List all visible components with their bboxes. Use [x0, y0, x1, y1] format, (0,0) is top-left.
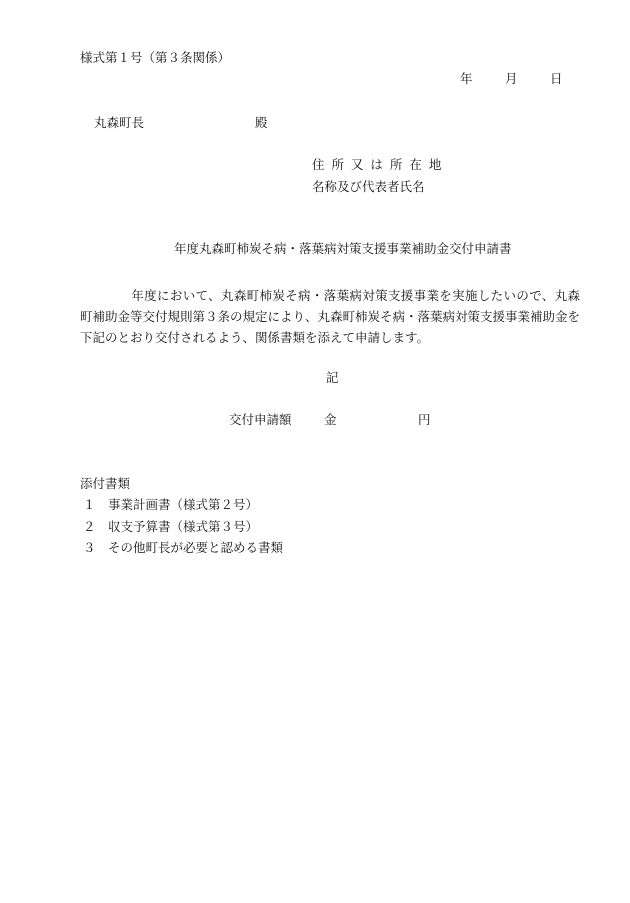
- amount-line: [229, 414, 431, 427]
- document-title: 年度丸森町柿炭そ病・落葉病対策支援事業補助金交付申請書: [174, 241, 512, 256]
- addressee-honorific: 殿: [255, 115, 268, 130]
- date-year: 年: [460, 71, 473, 86]
- addressee-name: 丸森町長: [94, 115, 145, 130]
- body-paragraph: [80, 285, 580, 348]
- attachments-heading: 添付書類: [80, 476, 131, 491]
- attachment-item: [80, 542, 283, 564]
- amount-yen: 円: [418, 412, 431, 427]
- applicant-name-label: 名称及び代表者氏名: [312, 179, 425, 194]
- date-day: 日: [550, 71, 563, 86]
- attachment-text: 事業計画書（様式第２号）: [108, 497, 259, 512]
- amount-label: 交付申請額: [229, 412, 292, 427]
- amount-kin: 金: [324, 412, 337, 427]
- form-number: 様式第１号（第３条関係）: [80, 50, 231, 65]
- attachment-number: ２: [83, 518, 96, 534]
- ki-heading: 記: [326, 370, 339, 385]
- attachment-item: [80, 518, 283, 543]
- body-text: 年度において、丸森町柿炭そ病・落葉病対策支援事業を実施したいので、丸森町補助金等交付規則第３条の規定により、丸森町柿炭そ病・落葉病対策支援事業補助金を下記のとおり交付されるよう、関係書類を添えて申請します。: [80, 288, 581, 345]
- attachment-number: ３: [83, 540, 96, 555]
- attachment-number: １: [83, 497, 96, 512]
- date-line: [460, 73, 563, 86]
- attachment-text: その他町長が必要と認める書類: [108, 540, 284, 555]
- date-month: 月: [505, 71, 518, 86]
- attachment-text: 収支予算書（様式第３号）: [108, 518, 259, 534]
- attachments-list: [80, 499, 283, 564]
- applicant-address-label: 住 所 又 は 所 在 地: [312, 157, 443, 172]
- attachment-item: [80, 499, 283, 521]
- addressee: [94, 117, 268, 130]
